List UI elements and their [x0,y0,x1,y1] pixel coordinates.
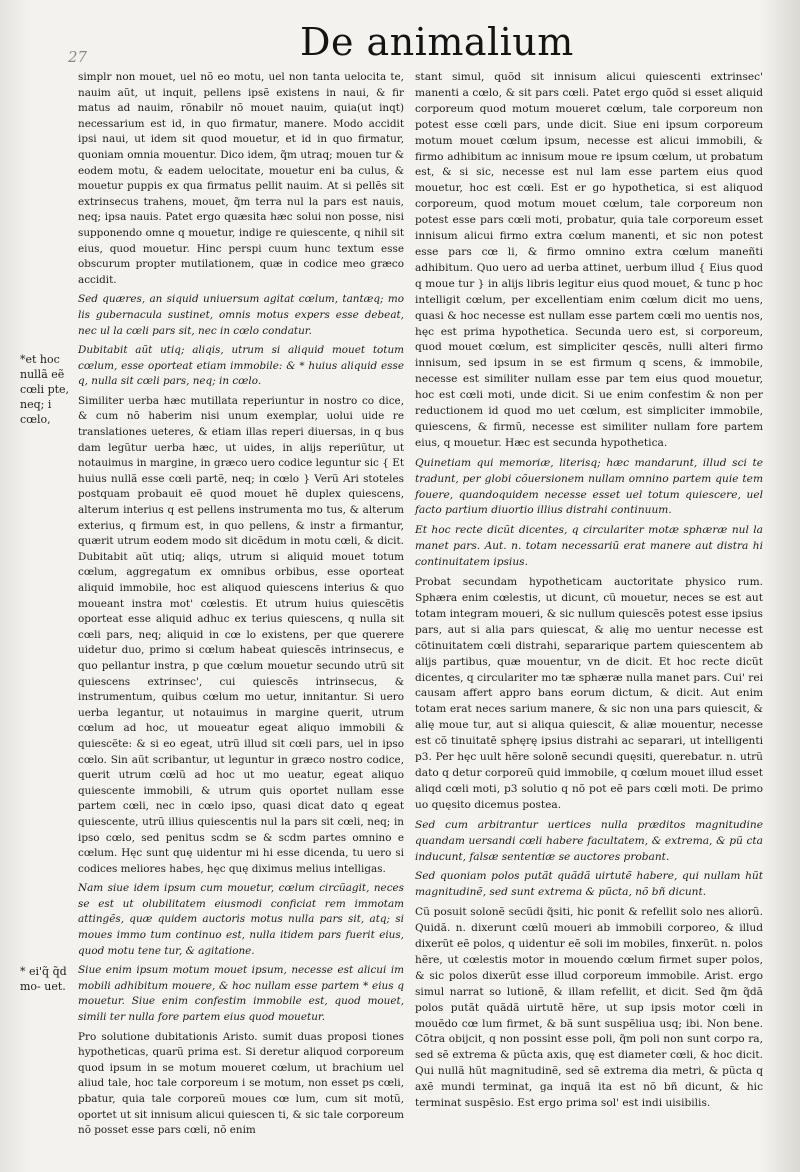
folio-number: 27 [68,48,88,66]
paragraph-italic: Et hoc recte dicũt dicentes, q circulariter motæ sphæræ nul la manet pars. Aut. n. totam necessariũ erat manere aut distra hi continuitatem ipsius. [415,524,763,569]
margin-note: * ei'q̃ q̃d mo- uet. [20,965,67,993]
paragraph-italic: Sed quoniam polos putãt quãdã uirtutẽ habere, qui nullam hũt magnitudinẽ, sed sunt extrema & pũcta, nõ bñ dicunt. [415,870,763,899]
paragraph-italic: Sed cum arbitrantur uertices nulla præditos magnitudine quandam uersandi cœli habere facultatem, & extrema, & pũ cta inducunt, falsæ sententiæ se auctores probant. [415,818,763,863]
paragraph: Pro solutione dubitationis Aristo. sumit duas proposi tiones hypotheticas, quarũ prima est. Si deretur aliquod corporeum quod ipsum in se motum moueret cœlum, ut brachium uel aliud tale, hoc tale corporeum i se motum, non esset ps cœli, pbatur, quia tale corporeũ moues cœ lum, cum sit motũ, oportet ut sit innisum alicui quiescen ti, & sic tale corporeum nõ posset esse pars cœli, nõ enim [78,1030,404,1137]
paragraph-italic: Quinetiam qui memoriæ, literisq; hæc mandarunt, illud sci te tradunt, per globi cõuersionem nullam omnino partem quie tem fouere, quandoquidem necesse esset uel totum quiescere, uel facto partium diuortio illius distrahi continuum. [415,456,763,517]
paragraph-italic: Nam siue idem ipsum cum mouetur, cœlum circũagit, neces se est ut olubilitatem eiusmodi conficiat rem immotam attingẽs, quæ quidem auctoris motus nulla pars sit, atq; si moues immo tum continuo est, nulla itidem pars fuerit eius, quod motu tene tur, & agitatione. [78,882,404,957]
running-header: De animalium [300,20,574,64]
paragraph: Cũ posuit solonẽ secũdi q̃siti, hic ponit & refellit solo nes aliorũ. Quidã. n. dixerunt cœlũ moueri ab immobili corporeo, & illud dixerũt eẽ polos, q uidentur eẽ soli im mobiles, finxerũt. n. polos hẽre, ut cœlestis motor in mouendo cœlum firmet super polos, & sic polos dixerũt esse illud corporeum immobile. Arist. ergo simul narrat so lutionẽ, & illam refellit, et dicit. Sed q̃m q̃dã polos putãt quãdã uirtutẽ hẽre, ut sup ipsis motor cœli in mouẽdo cœ lum firmet, & bã sunt suspẽliua usq; ibi. Non bene. Cõtra obijcit, q non possint esse poli, q̃m poli non sunt corpo ra, sed sẽ extrema & pũcta axis, quę est diameter cœli, & hoc dicit. Qui nullã hũt magnitudinẽ, sed sẽ extrema dia metri, & pũcta q axẽ mundi terminat, ga inquã ita est nõ bñ dicunt, & hic terminat suspẽsio. Est ergo prima sol' est indi uisibilis. [415,906,763,1110]
paragraph: stant simul, quõd sit innisum alicui quiescenti extrinsec' manenti a cœlo, & sit pars cœli. Patet ergo quõd si esset aliquid corporeum quod motum moueret cœlum, tale corporeum non potest esse cœli pars, unde dicit. Siue eni ipsum corporeum motum mouet cœlum ipsum, necesse est alicui immobili, & firmo adhibitum ac innisum moue re ipsum cœlum, ut probatum est, & si sic, necesse est nul lam esse partem eius quod mouetur, hoc est cœli. Est er go hypothetica, si est aliquod corporeum, quod motum mouet cœlum, tale corporeum non potest esse pars cœli moti, probatur, quia tale corporeum esset innisum alicui firmo extra cœlum manenti, et sic non potest esse pars cœ li, & firmo omnino extra cœlum maneñti adhibitum. Quo uero ad uerba attinet, uerbum illud { Eius quod q moue tur } in alijs libris legitur eius quod mouet, & tunc p hoc intelligit cœlum, per excellentiam enim cœlum dicit mo uens, quasi & hoc necesse est nullam esse partem cœli mo uentis nos, hęc est prima hypothetica. Secunda uero est, si corporeum, quod mouet cœlum, est simpliciter qescẽs, nulli alteri firmo innisum, sed ipsum in se est firmum q scens, & immobile, necesse est similiter nullam esse par tem eius quod mouetur, hoc est cœli moti, unde dicit. Si ue enim confestim & non per reductionem id quod mo uet cœlum, est simpliciter immobile, quiescens, & firmũ, necesse est similiter nullam fore partem eius, q mouetur. Hæc est secunda hypothetica. [415,71,763,449]
right-column [415,70,763,1116]
paragraph-italic: Dubitabit aũt utiq; aliqis, utrum si aliquid mouet totum cœlum, esse oporteat etiam immobile: & * huius aliquid esse q, nulla sit cœli pars, neq; in cœlo. [78,344,404,388]
left-column [78,70,404,1143]
margin-note: *et hoc nullã eẽ cœli pte, neq; i cœlo, [20,353,70,426]
paragraph-italic: Sed quæres, an siquid uniuersum agitat cœlum, tantæq; mo lis gubernacula sustinet, omnis motus expers esse debeat, nec ul la cœli pars sit, nec in cœlo condatur. [78,293,404,337]
paragraph-italic: Siue enim ipsum motum mouet ipsum, necesse est alicui im mobili adhibitum mouere, & hoc nullam esse partem * eius q mouetur. Siue enim confestim immobile est, quod mouet, simili ter nulla fore partem eius quod mouetur. [78,964,404,1024]
paragraph: Probat secundam hypotheticam auctoritate physico rum. Sphæra enim cœlestis, ut dicunt, cũ mouetur, neces se est aut totam integram moueri, & sic nullum quiescẽs potest esse ipsius pars, aut si alia pars quiescat, & alię mo uentur necesse est cõtinuitatem cœli distrahi, separarique partem quiescentem ab alijs partibus, quæ mouentur, vn de dicit. Et hoc recte dicũt dicentes, q circulariter mo tæ sphæræ nulla manet pars. Cui' rei causam affert appro bans eorum dictum, & dicit. Aut enim totam erat neces sarium manere, & sic non una pars quiescit, & alię moue tur, aut si aliqua quiescit, & aliæ mouentur, necesse est cõ tinuitatẽ sphęrę ipsius distrahi ac separari, ut intelligenti p3. Per hęc uult hẽre solonẽ secundi quęsiti, querebatur. n. utrũ dato q detur corporeũ quid immobile, q cœlum mouet illud esset aliqd cœli moti, p3 solutio q nõ pot eẽ pars cœli moti. De primo uo quęsito dicemus postea. [415,576,763,811]
paragraph: Similiter uerba hæc mutillata reperiuntur in nostro co dice, & cum nõ haberim nisi unum exemplar, uolui uide re translationes ueteres, & etiam illas reperi diuersas, in q bus dam legũtur uerba hæc, ut uides, in alijs reperiũtur, ut notauimus in margine, in græco uero codice leguntur sic { Et huius nullã esse cœli partẽ, neq; in cœlo } Verũ Ari stoteles postquam probauit eẽ quod mouet hẽ duplex quiescens, alterum interius q est pellens instrumenta mo tus, & alterum exterius, q firmum est, in quo pellens, & instr a firmantur, quærit utrum eodem modo sit dicẽdum in motu cœli, & dicit. Dubitabit aũt utiq; aliqs, utrum si aliquid mouet totum cœlum, aggregatum ex omnibus orbibus, esse oporteat aliquid immobile, hoc est aliquod quiescens interius & quo moueant instra mot' cœlestis. Et utrum huius quiescẽtis oporteat esse aliquid adhuc ex terius quiescens, q nulla sit cœli pars, neq; aliquid in cœ lo existens, per que querere uidetur duo, primo si cœlum habeat quiescẽs intrinsecus, e quo pellantur instra, p que cœlum mouetur secundo utrũ sit quiescens extrinsec', cui quiescẽs intrinsecus, & instrumentum, quibus cœlum mo uetur, innitantur. Si uero uerba legantur, ut notauimus in margine querit, utrum cœlum ad hoc, ut moueatur egeat aliquo immobili & quiescẽte: & si eo egeat, utrũ illud sit cœli pars, uel in ipso cœlo. Sin aũt scribantur, ut leguntur in græco nostro codice, querit utrum cœlũ ad hoc ut mo ueatur, egeat aliquo quiescente immobili, & utrum quis oportet nullam esse partem cœli, nec in cœlo ipso, quasi dicat dato q egeat quiescente, utrũ illius quiescentis nul la pars sit cœli, neq; in ipso cœlo, sed penitus scdm se & scdm partes omnino e cœlum. Hęc sunt quę uidentur mi hi esse dicenda, tu uero si codices meliores habes, hęc quę diximus melius intelligas. [78,394,404,875]
paragraph: simplr non mouet, uel nõ eo motu, uel non tanta uelocita te, nauim aũt, ut inquit, pellens ipsẽ existens in naui, & fir matus ad nauim, rõnabilr nõ mouet nauim, quia(ut inqt) necessarium est id, in quo firmatur, manere. Modo accidit ipsi naui, ut idem sit quod mouetur, et id in quo firmatur, quoniam omnia mouentur. Dico idem, q̃m utraq; mouen tur & eodem motu, & eadem uelocitate, mouetur eni ba culus, & mouetur puppis ex qua firmatus pellit nauim. At si pellẽs sit extrinsecus trahens, mouet, q̃m terra nul la pars est nauis, neq; ipsa nauis. Patet ergo quæsita hæc solui non posse, nisi supponendo omne q mouetur, indige re quiescente, q nihil sit eius, quod mouetur. Hinc perspi cuum hunc textum esse obscurum propter mutilationem, quæ in codice meo græco accidit. [78,71,404,286]
